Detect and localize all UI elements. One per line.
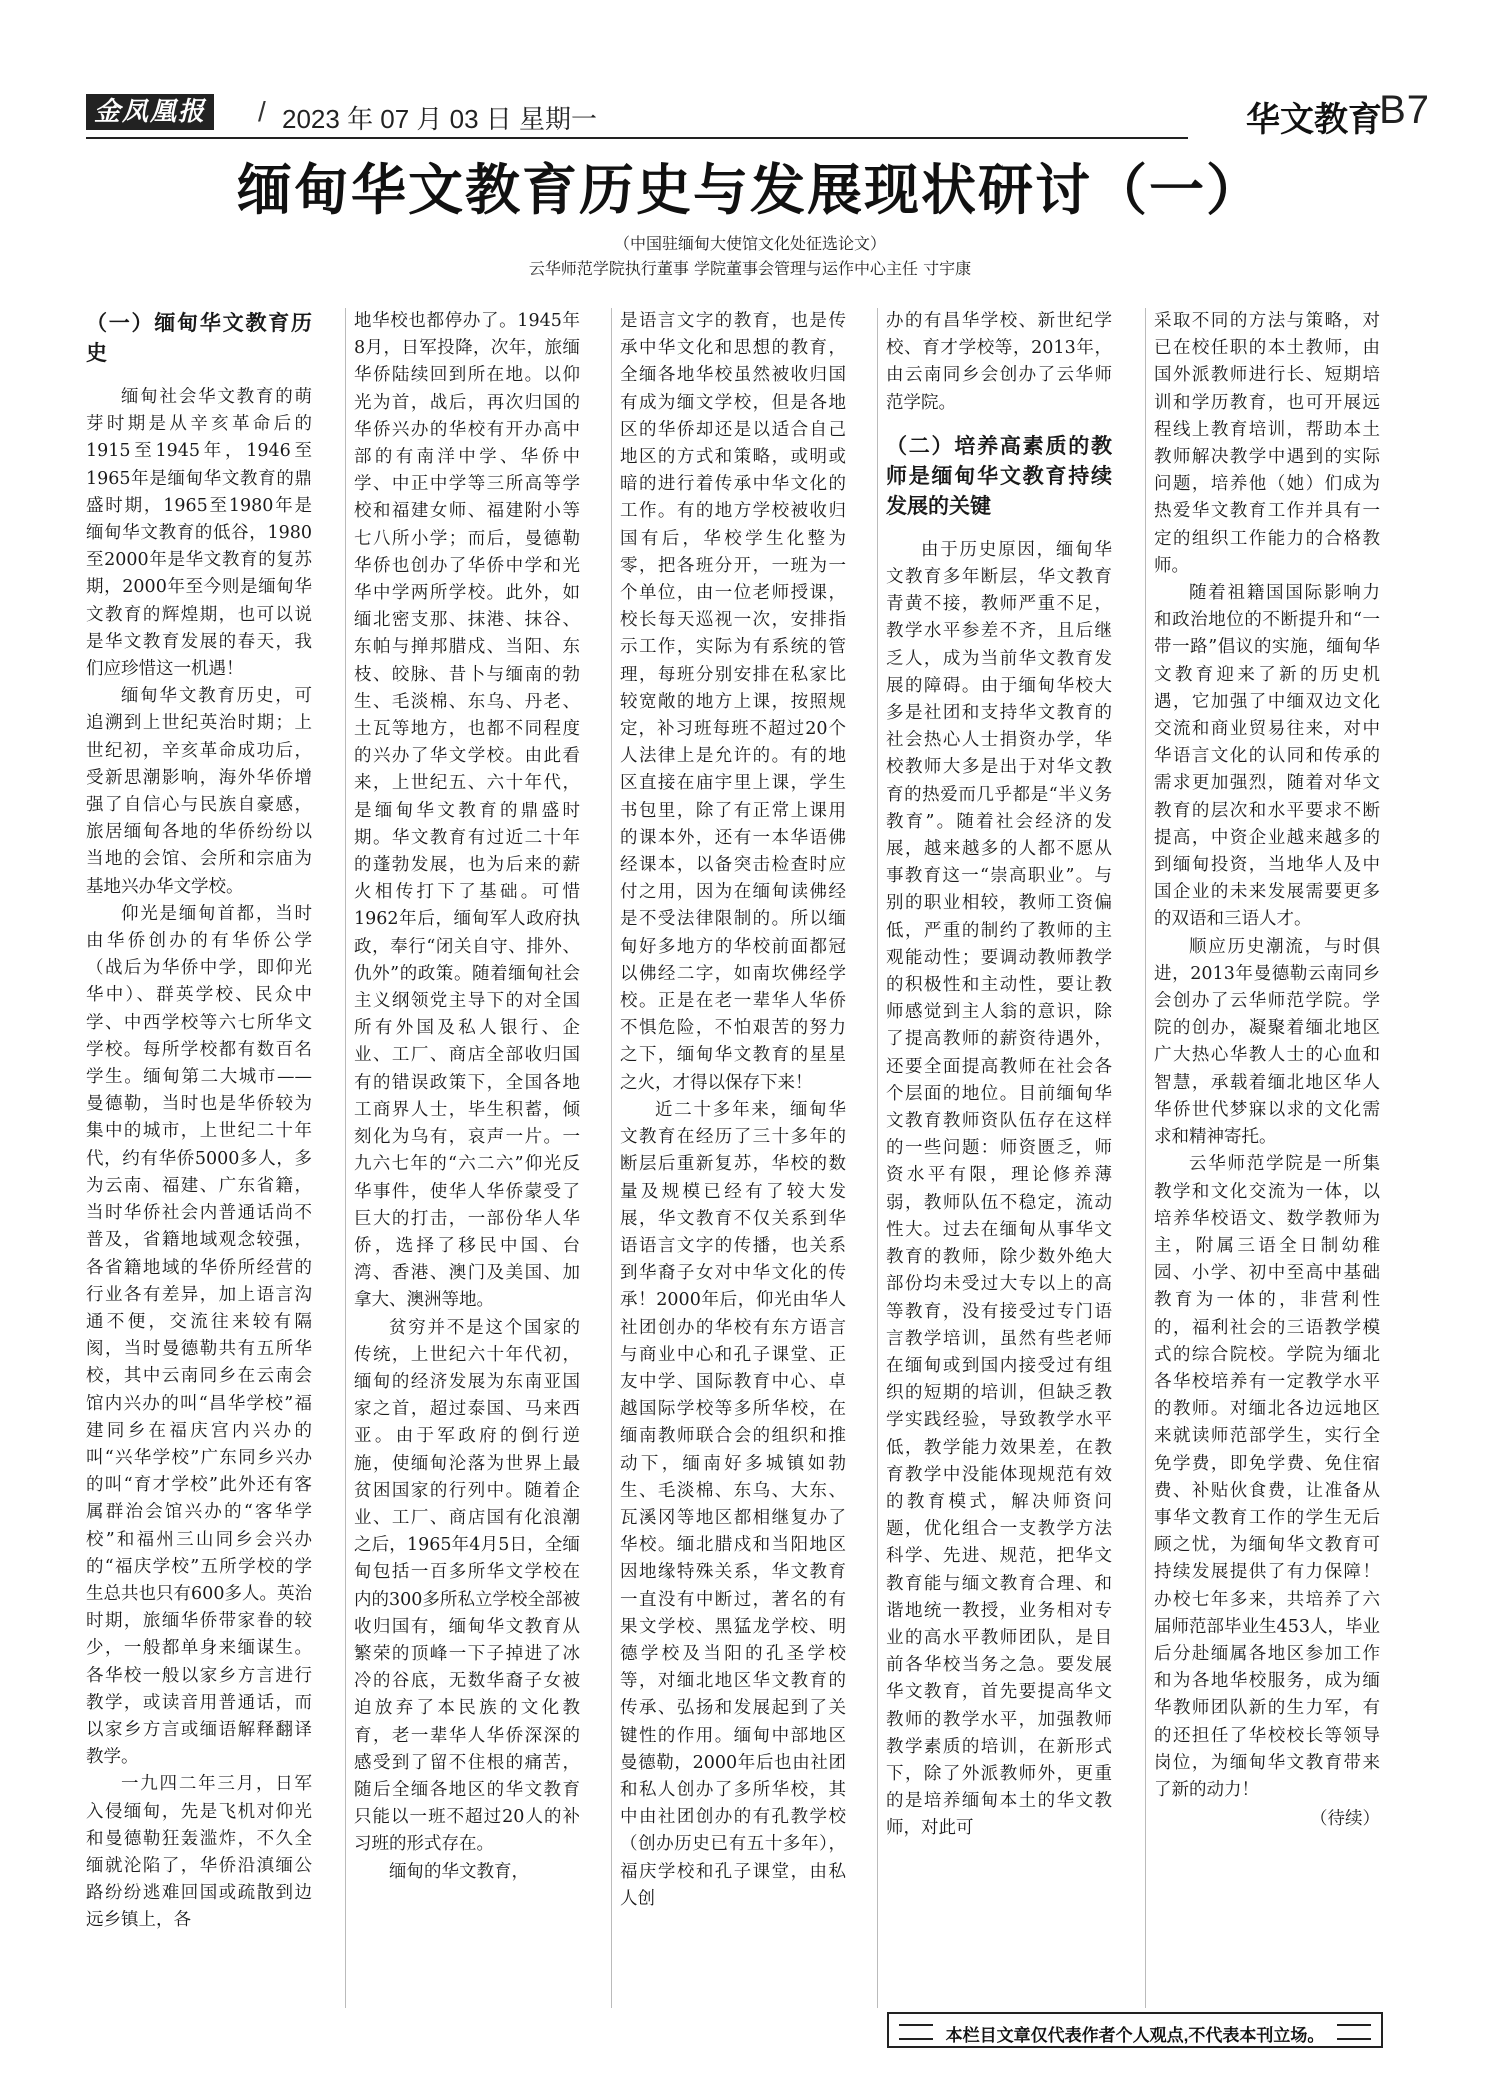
- text-column-1: [86, 308, 312, 1998]
- article-title: 缅甸华文教育历史与发展现状研讨（一）: [236, 157, 1263, 222]
- disclaimer-text: 本栏目文章仅代表作者个人观点,不代表本刊立场。: [945, 2026, 1325, 2045]
- paragraph: 云华师范学院是一所集教学和文化交流为一体，以培养华校语文、数学教师为主，附属三语全日制幼稚园、小学、初中至高中基础教育为一体的，非营利性的，福利社会的三语教学模式的综合院校。学院为缅北各华校培养有一定教学水平的教师。对缅北各边远地区来就读师范部学生，实行全免学费，即免学费、免住宿费、补贴伙食费，让准备从事华文教育工作的学生无后顾之忧，为缅甸华文教育可持续发展提供了有力保障！办校七年多来，共培养了六届师范部毕业生453人，毕业后分赴缅属各地区参加工作和为各地华校服务，成为缅华教师团队新的生力军，有的还担任了华校校长等领导岗位，为缅甸华文教育带来了新的动力！: [1154, 1154, 1380, 1800]
- paragraph: 由于历史原因，缅甸华文教育多年断层，华文教育青黄不接，教师严重不足，教学水平参差不齐，且后继乏人，成为当前华文教育发展的障碍。由于缅甸华校大多是社团和支持华文教育的社会热心人士捐资办学，华校教师大多是出于对华文教育的热爱而几乎都是“半义务教育”。随着社会经济的发展，越来越多的人都不愿从事教育这一“崇高职业”。与别的职业相较，教师工资偏低，严重的制约了教师的主观能动性；要调动教师教学的积极性和主动性，要让教师感觉到主人翁的意识，除了提高教师的薪资待遇外，还要全面提高教师在社会各个层面的地位。目前缅甸华文教育教师资队伍存在这样的一些问题：师资匮乏，师资水平有限，理论修养薄弱，教师队伍不稳定，流动性大。过去在缅甸从事华文教育的教师，除少数外绝大部份均未受过大专以上的高等教育，没有接受过专门语言教学培训，虽然有些老师在缅甸或到国内接受过有组织的短期的培训，但缺乏教学实践经验，导致教学水平低，教学能力效果差，在教育教学中没能体现规范有效的教育模式，解决师资问题，优化组合一支教学方法科学、先进、规范，把华文教育能与缅文教育合理、和谐地统一教授，业务相对专业的高水平教师团队，是目前各华校当务之急。要发展华文教育，首先要提高华文教师的教学水平，加强教师教学素质的培训，在新形式下，除了外派教师外，更重的是培养缅甸本土的华文教师，对此可: [886, 539, 1112, 1839]
- paragraph: 缅甸华文教育历史，可追溯到上世纪英治时期；上世纪初，辛亥革命成功后，受新思潮影响，海外华侨增强了自信心与民族自豪感，旅居缅甸各地的华侨纷纷以当地的会馆、会所和宗庙为基地兴办华文学校。: [86, 686, 312, 897]
- newspaper-logo: 金凤凰报: [86, 94, 214, 130]
- paragraph: 贫穷并不是这个国家的传统，上世纪六十年代初，缅甸的经济发展为东南亚国家之首，超过泰国、马来西亚。由于军政府的倒行逆施，使缅甸沦落为世界上最贫困国家的行列中。随着企业、工厂、商店国有化浪潮之后，1965年4月5日，全缅甸包括一百多所华文学校在内的300多所私立学校全部被收归国有，缅甸华文教育从繁荣的顶峰一下子掉进了冰冷的谷底，无数华裔子女被迫放弃了本民族的文化教育，老一辈华人华侨深深的感受到了留不住根的痛苦，随后全缅各地区的华文教育只能以一班不超过20人的补习班的形式存在。: [354, 1317, 580, 1855]
- page-number: B7: [1379, 88, 1430, 132]
- paragraph: 是语言文字的教育，也是传承中华文化和思想的教育，全缅各地华校虽然被收归国有成为缅文学校，但是各地区的华侨却还是以适合自己地区的方式和策略，或明或暗的进行着传承中华文化的工作。有的地方学校被收归国有后，华校学生化整为零，把各班分开，一班为一个单位，由一位老师授课，校长每天巡视一次，安排指示工作，实际为有系统的管理，每班分别安排在私家比较宽敞的地方上课，按照规定，补习班每班不超过20个人法律上是允许的。有的地区直接在庙宇里上课，学生书包里，除了有正常上课用的课本外，还有一本华语佛经课本，以备突击检查时应付之用，因为在缅甸读佛经是不受法律限制的。所以缅甸好多地方的华校前面都冠以佛经二字，如南坎佛经学校。正是在老一辈华人华侨不惧危险，不怕艰苦的努力之下，缅甸华文教育的星星之火，才得以保存下来！: [620, 311, 846, 1093]
- article-source: （中国驻缅甸大使馆文化处征选论文）: [613, 234, 886, 253]
- paragraph: 仰光是缅甸首都，当时由华侨创办的有华侨公学（战后为华侨中学，即仰光华中）、群英学校、民众中学、中西学校等六七所华文学校。每所学校都有数百名学生。缅甸第二大城市——曼德勒，当时也是华侨较为集中的城市，上世纪二十年代，约有华侨5000多人，多为云南、福建、广东省籍，当时华侨社会内普通话尚不普及，省籍地域观念较强，各省籍地域的华侨所经营的行业各有差异，加上语言沟通不便，交流往来较有隔阂，当时曼德勒共有五所华校，其中云南同乡在云南会馆内兴办的叫“昌华学校”福建同乡在福庆宫内兴办的叫“兴华学校”广东同乡兴办的叫“育才学校”此外还有客属群治会馆兴办的“客华学校”和福州三山同乡会兴办的“福庆学校”五所学校的学生总共也只有600多人。英治时期，旅缅华侨带家眷的较少，一般都单身来缅谋生。各华校一般以家乡方言进行教学，或读音用普通话，而以家乡方言或缅语解释翻译教学。: [86, 903, 312, 1768]
- paragraph: 办的有昌华学校、新世纪学校、育才学校等，2013年，由云南同乡会创办了云华师范学院。: [886, 311, 1112, 413]
- paragraph: 随着祖籍国国际影响力和政治地位的不断提升和“一带一路”倡议的实施，缅甸华文教育迎来了新的历史机遇，它加强了中缅双边文化交流和商业贸易往来，对中华语言文化的认同和传承的需求更加强烈，随着对华文教育的层次和水平要求不断提高，中资企业越来越多的到缅甸投资，当地华人及中国企业的未来发展需要更多的双语和三语人才。: [1154, 583, 1380, 930]
- column-divider: [1145, 308, 1146, 2008]
- section-1-heading: （一）缅甸华文教育历史: [86, 310, 312, 365]
- paragraph: 顺应历史潮流，与时俱进，2013年曼德勒云南同乡会创办了云华师范学院。学院的创办，凝聚着缅北地区广大热心华教人士的心血和智慧，承载着缅北地区华人华侨世代梦寐以求的文化需求和精神寄托。: [1154, 936, 1380, 1148]
- paragraph: 缅甸社会华文教育的萌芽时期是从辛亥革命后的1915至1945年，1946至1965年是缅甸华文教育的鼎盛时期，1965至1980年是缅甸华文教育的低谷，1980至2000年是华文教育的复苏期，2000年至今则是缅甸华文教育的辉煌期，也可以说是华文教育发展的春天，我们应珍惜这一机遇！: [86, 387, 312, 680]
- paragraph: 地华校也都停办了。1945年8月，日军投降，次年，旅缅华侨陆续回到所在地。以仰光为首，战后，再次归国的华侨兴办的华校有开办高中部的有南洋中学、华侨中学、中正中学等三所高等学校和福建女师、福建附小等七八所小学；而后，曼德勒华侨也创办了华侨中学和光华中学两所学校。此外，如缅北密支那、抹港、抹谷、东帕与掸邦腊戍、当阳、东枝、皎脉、昔卜与缅南的勃生、毛淡棉、东乌、丹老、土瓦等地方，也都不同程度的兴办了华文学校。由此看来，上世纪五、六十年代，是缅甸华文教育的鼎盛时期。华文教育有过近二十年的蓬勃发展，也为后来的薪火相传打下了基础。可惜1962年后，缅甸军人政府执政，奉行“闭关自守、排外、仇外”的政策。随着缅甸社会主义纲领党主导下的对全国所有外国及私人银行、企业、工厂、商店全部收归国有的错误政策下，全国各地工商界人士，毕生积蓄，倾刻化为乌有，哀声一片。一九六七年的“六二六”仰光反华事件，使华人华侨蒙受了巨大的打击，一部份华人华侨，选择了移民中国、台湾、香港、澳门及美国、加拿大、澳洲等地。: [354, 311, 580, 1311]
- text-column-4: [886, 308, 1112, 1968]
- text-column-2: [354, 308, 580, 1998]
- column-divider: [345, 308, 346, 2008]
- column-divider: [877, 308, 878, 2008]
- continued-note: （待续）: [1310, 1809, 1380, 1830]
- paragraph: 近二十多年来，缅甸华文教育在经历了三十多年的断层后重新复苏，华校的数量及规模已经有了较大发展，华文教育不仅关系到华语语言文字的传播，也关系到华裔子女对中华文化的传承！2000年后，仰光由华人社团创办的华校有东方语言与商业中心和孔子课堂、正友中学、国际教育中心、卓越国际学校等多所华校，在缅南教师联合会的组织和推动下，缅南好多城镇如勃生、毛淡棉、东乌、大东、瓦溪冈等地区都相继复办了华校。缅北腊戍和当阳地区因地缘特殊关系，华文教育一直没有中断过，著名的有果文学校、黑猛龙学校、明德学校及当阳的孔圣学校等，对缅北地区华文教育的传承、弘扬和发展起到了关键性的作用。缅甸中部地区曼德勒，2000年后也由社团和私人创办了多所华校，其中由社团创办的有孔教学校（创办历史已有五十多年），福庆学校和孔子课堂，由私人创: [620, 1099, 846, 1909]
- text-column-5: [1154, 308, 1380, 1998]
- paragraph: 缅甸的华文教育，: [389, 1861, 529, 1882]
- decorative-bar: [1337, 2024, 1371, 2040]
- paragraph: 采取不同的方法与策略，对已在校任职的本土教师，由国外派教师进行长、短期培训和学历教育，也可开展远程线上教育培训，帮助本土教师解决教学中遇到的实际问题，培养他（她）们成为热爱华文教育工作并具有一定的组织工作能力的合格教师。: [1154, 311, 1380, 576]
- masthead-rule: [86, 137, 1188, 139]
- section-name: 华文教育: [1246, 101, 1382, 139]
- column-divider: [611, 308, 612, 2008]
- issue-date: 2023 年 07 月 03 日 星期一: [282, 104, 598, 134]
- paragraph: 一九四二年三月，日军入侵缅甸，先是飞机对仰光和曼德勒狂轰滥炸，不久全缅就沦陷了，华侨沿滇缅公路纷纷逃难回国或疏散到边远乡镇上，各: [86, 1774, 312, 1931]
- masthead-slash: /: [258, 96, 266, 127]
- section-2-heading: （二）培养高素质的教师是缅甸华文教育持续发展的关键: [886, 432, 1112, 518]
- masthead: [86, 94, 1400, 136]
- article-author: 云华师范学院执行董事 学院董事会管理与运作中心主任 寸宇康: [528, 259, 972, 278]
- text-column-3: [620, 308, 846, 1998]
- disclaimer-box: [887, 2012, 1383, 2048]
